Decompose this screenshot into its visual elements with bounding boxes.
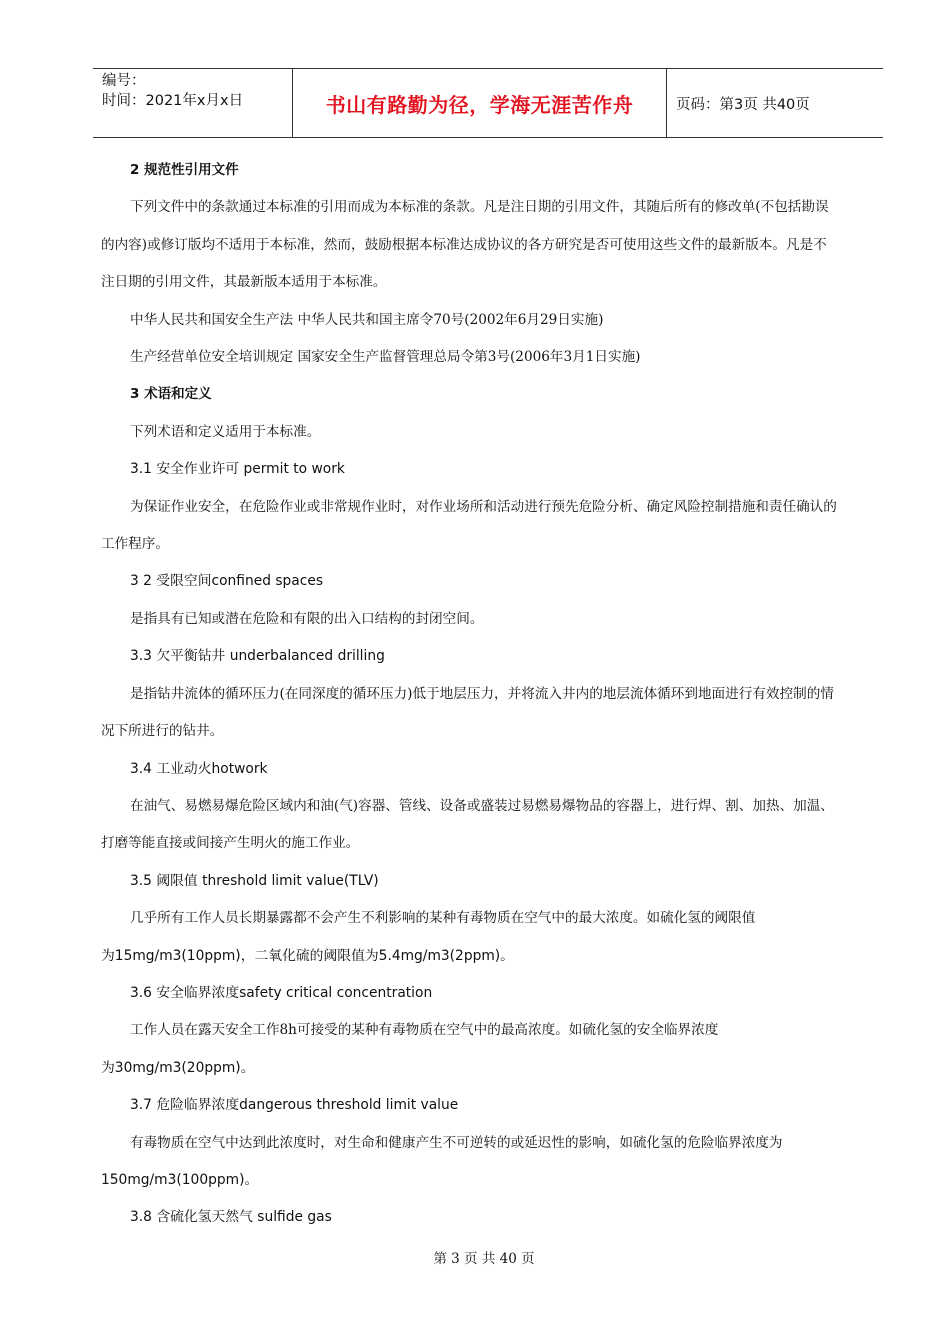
term-3-8: 3.8 含硫化氢天然气 sulfide gas — [130, 1209, 332, 1226]
term-3-5: 3.5 阈限值 threshold limit value(TLV) — [130, 872, 379, 889]
paragraph-line: 注日期的引用文件，其最新版本适用于本标准。 — [101, 274, 387, 291]
section-3-intro: 下列术语和定义适用于本标准。 — [130, 423, 321, 440]
section-3-heading: 3 术语和定义 — [130, 386, 212, 403]
definition-line: 打磨等能直接或间接产生明火的施工作业。 — [101, 835, 360, 852]
definition-line: 工作程序。 — [101, 536, 169, 553]
definition-line: 几乎所有工作人员长期暴露都不会产生不利影响的某种有毒物质在空气中的最大浓度。如硫化氢的阈限值 — [130, 910, 756, 927]
term-3-3: 3.3 欠平衡钻井 underbalanced drilling — [130, 648, 385, 665]
definition-line: 工作人员在露天安全工作8h可接受的某种有毒物质在空气中的最高浓度。如硫化氢的安全临界浓度 — [130, 1022, 719, 1039]
definition-line: 是指钻井流体的循环压力(在同深度的循环压力)低于地层压力，并将流入井内的地层流体循环到地面进行有效控制的情 — [130, 685, 834, 702]
reference-item: 生产经营单位安全培训规定 国家安全生产监督管理总局令第3号(2006年3月1日实施) — [130, 349, 641, 366]
definition-line: 150mg/m3(100ppm)。 — [101, 1171, 259, 1188]
definition-line: 为保证作业安全，在危险作业或非常规作业时，对作业场所和活动进行预先危险分析、确定风险控制措施和责任确认的 — [130, 498, 837, 515]
term-3-6: 3.6 安全临界浓度safety critical concentration — [130, 984, 433, 1001]
paragraph-line: 下列文件中的条款通过本标准的引用而成为本标准的条款。凡是注日期的引用文件，其随后所有的修改单(不包括勘误 — [130, 199, 829, 216]
header-motto: 书山有路勤为径，学海无涯苦作舟 — [293, 69, 667, 137]
term-3-2: 3 2 受限空间confined spaces — [130, 573, 324, 590]
term-3-4: 3.4 工业动火hotwork — [130, 760, 268, 777]
page-footer: 第 3 页 共 40 页 — [433, 1251, 535, 1267]
definition-line: 况下所进行的钻井。 — [101, 723, 224, 740]
definition-line: 在油气、易燃易爆危险区域内和油(气)容器、管线、设备或盛装过易燃易爆物品的容器上，进行焊、割、加热、加温、 — [130, 797, 834, 814]
reference-item: 中华人民共和国安全生产法 中华人民共和国主席令70号(2002年6月29日实施) — [130, 311, 604, 328]
page-header — [93, 68, 883, 138]
paragraph-line: 的内容)或修订版均不适用于本标准，然而，鼓励根据本标准达成协议的各方研究是否可使用这些文件的最新版本。凡是不 — [101, 236, 827, 253]
definition-line: 为15mg/m3(10ppm)，二氧化硫的阈限值为5.4mg/m3(2ppm)。 — [101, 947, 514, 964]
document-time: 时间：2021年x月x日 — [102, 93, 244, 109]
definition-line: 是指具有已知或潜在危险和有限的出入口结构的封闭空间。 — [130, 610, 484, 627]
section-2-heading: 2 规范性引用文件 — [130, 162, 239, 178]
definition-line: 有毒物质在空气中达到此浓度时，对生命和健康产生不可逆转的或延迟性的影响，如硫化氢的危险临界浓度为 — [130, 1134, 783, 1151]
term-3-7: 3.7 危险临界浓度dangerous threshold limit value — [130, 1097, 459, 1114]
term-3-1: 3.1 安全作业许可 permit to work — [130, 461, 345, 478]
definition-line: 为30mg/m3(20ppm)。 — [101, 1059, 255, 1076]
header-page-info: 页码：第3页 共40页 — [676, 96, 810, 113]
document-body — [101, 152, 879, 1237]
document-number-label: 编号： — [102, 73, 146, 89]
header-meta — [93, 69, 293, 137]
